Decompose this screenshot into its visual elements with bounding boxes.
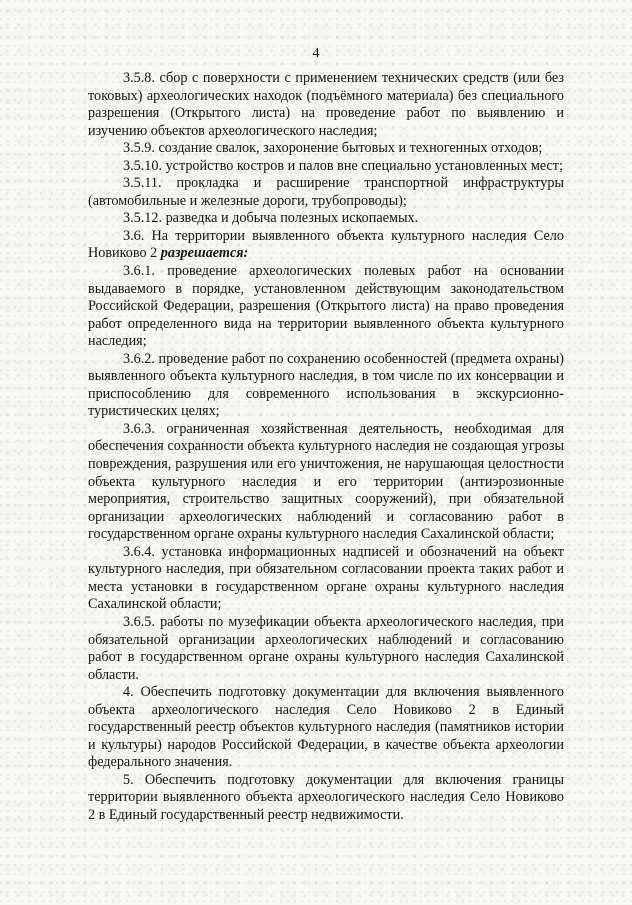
document-body	[88, 70, 564, 825]
clause-3-6-text: 3.6. На территории выявленного объекта культурного наследия Село Новиково 2	[88, 227, 564, 262]
clause-3-5-10: 3.5.10. устройство костров и палов вне специально установленных мест;	[123, 157, 563, 174]
clause-3-6-4: 3.6.4. установка информационных надписей и обозначений на объект культурного наследия, при обязательном согласовании проекта таких работ и места установки в государственном органе охраны культурного наследия Сахалинской области;	[88, 543, 564, 613]
clause-3-6-3: 3.6.3. ограниченная хозяйственная деятельность, необходимая для обеспечения сохранности объекта культурного наследия не создающая угрозы повреждения, разрушения или его уничтожения, не нарушающая целостности объекта культурного наследия и его территории (антиэрозионные мероприятия, строительство защитных сооружений), при обязательной организации археологических наблюдений и согласованию работ в государственном органе охраны культурного наследия Сахалинской области;	[88, 420, 564, 543]
clause-5: 5. Обеспечить подготовку документации для включения границы территории выявленного объекта археологического наследия Село Новиково 2 в Единый государственный реестр недвижимости.	[88, 771, 564, 823]
clause-3-6-emphasis: разрешается:	[160, 245, 249, 262]
clause-3-5-9: 3.5.9. создание свалок, захоронение бытовых и техногенных отходов;	[123, 140, 543, 157]
clause-3-5-12: 3.5.12. разведка и добыча полезных ископаемых.	[123, 210, 419, 227]
clause-3-5-11: 3.5.11. прокладка и расширение транспортной инфраструктуры (автомобильные и железные дороги, трубопроводы);	[88, 175, 564, 209]
clause-3-6-5: 3.6.5. работы по музефикации объекта археологического наследия, при обязательной организации археологических наблюдений и согласованию работ в государственном органе охраны культурного наследия Сахалинской области.	[88, 613, 564, 683]
clause-3-5-8: 3.5.8. сбор с поверхности с применением технических средств (или без токовых) археологических находок (подъёмного материала) без специального разрешения (Открытого листа) на проведение работ по выявлению и изучению объектов археологического наследия;	[88, 70, 564, 139]
clause-3-6-1: 3.6.1. проведение археологических полевых работ на основании выдаваемого в порядке, установленном действующим законодательством Российской Федерации, разрешения (Открытого листа) на право проведения работ определенного вида на территории выявленного объекта культурного наследия;	[88, 263, 564, 350]
clause-3-6-2: 3.6.2. проведение работ по сохранению особенностей (предмета охраны) выявленного объекта культурного наследия, в том числе по их консервации и приспособлению для современного использования в экскурсионно-туристических целях;	[88, 350, 564, 420]
clause-4: 4. Обеспечить подготовку документации для включения выявленного объекта археологического наследия Село Новиково 2 в Единый государственный реестр объектов культурного наследия (памятников истории и культуры) народов Российской Федерации, в качестве объекта археологии федерального значения.	[88, 684, 564, 771]
clause-3-6	[88, 228, 564, 263]
page-number: 4	[312, 46, 320, 61]
